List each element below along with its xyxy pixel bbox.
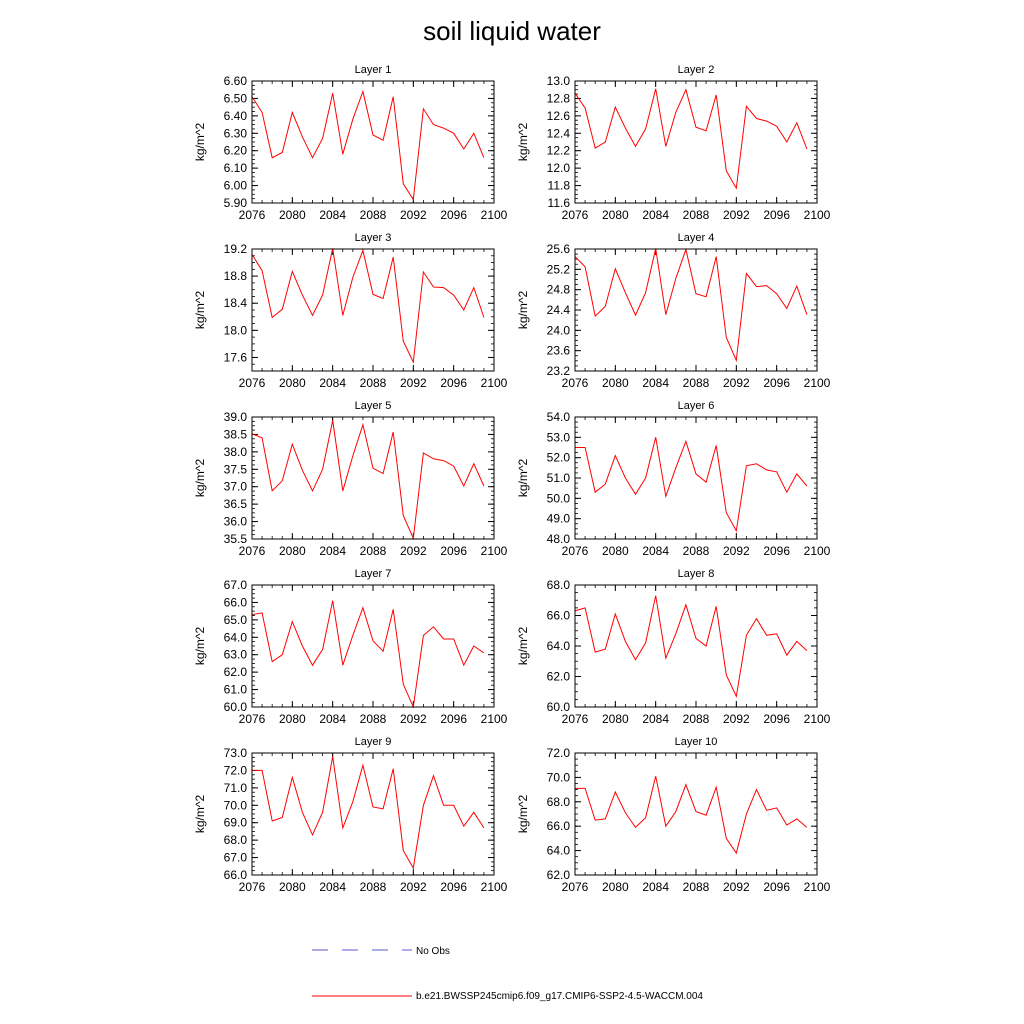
y-tick-label: 12.4 (546, 126, 570, 141)
y-tick-label: 73.0 (223, 746, 247, 760)
x-tick-label: 2096 (440, 376, 468, 390)
y-tick-label: 68.0 (546, 794, 570, 809)
panel-title: Layer 1 (354, 64, 392, 76)
x-tick-label: 2088 (682, 544, 710, 558)
series-line (575, 596, 807, 697)
x-tick-label: 2100 (803, 880, 831, 894)
x-tick-label: 2084 (642, 880, 670, 894)
x-tick-label: 2080 (278, 376, 306, 390)
x-tick-label: 2080 (278, 712, 306, 726)
y-tick-label: 68.0 (223, 833, 247, 848)
y-tick-label: 62.0 (546, 868, 570, 882)
plot-frame (252, 585, 494, 707)
x-tick-label: 2084 (319, 544, 347, 558)
x-tick-label: 2076 (238, 712, 266, 726)
y-tick-label: 51.0 (546, 471, 570, 485)
y-tick-label: 63.0 (223, 647, 247, 662)
y-tick-label: 35.5 (223, 532, 247, 546)
x-tick-label: 2092 (722, 208, 750, 222)
x-tick-label: 2080 (601, 208, 629, 222)
legend-model-label: b.e21.BWSSP245cmip6.f09_g17.CMIP6-SSP2-4.5-WACCM.004 (416, 991, 703, 1002)
y-tick-label: 36.0 (223, 514, 247, 529)
x-tick-label: 2092 (722, 712, 750, 726)
x-tick-label: 2096 (440, 208, 468, 222)
y-tick-label: 66.0 (546, 819, 570, 834)
y-tick-label: 38.0 (223, 444, 247, 459)
y-tick-label: 24.8 (546, 282, 570, 297)
x-tick-label: 2084 (642, 376, 670, 390)
y-tick-label: 19.2 (223, 242, 247, 256)
x-tick-label: 2088 (359, 880, 387, 894)
y-tick-label: 12.8 (546, 91, 570, 106)
x-tick-label: 2088 (359, 208, 387, 222)
x-tick-label: 2084 (319, 208, 347, 222)
chart-panel-6 (516, 400, 831, 558)
x-tick-label: 2096 (763, 712, 791, 726)
panel-title: Layer 7 (354, 568, 392, 580)
x-tick-label: 2100 (480, 880, 508, 894)
y-tick-label: 6.50 (223, 91, 247, 106)
x-tick-label: 2092 (399, 544, 427, 558)
x-tick-label: 2084 (642, 712, 670, 726)
panel-title: Layer 10 (674, 736, 718, 748)
y-tick-label: 50.0 (546, 491, 570, 506)
y-tick-label: 25.6 (546, 242, 570, 256)
y-tick-label: 61.0 (223, 682, 247, 697)
series-line (252, 92, 484, 200)
y-tick-label: 68.0 (546, 578, 570, 592)
y-tick-label: 62.0 (223, 665, 247, 680)
y-axis-label: kg/m^2 (516, 458, 530, 498)
x-tick-label: 2076 (561, 376, 589, 390)
y-tick-label: 18.0 (223, 323, 247, 338)
plot-frame (252, 249, 494, 371)
y-tick-label: 25.2 (546, 262, 570, 277)
y-tick-label: 66.0 (223, 868, 247, 882)
y-tick-label: 38.5 (223, 427, 247, 442)
x-tick-label: 2100 (480, 376, 508, 390)
x-tick-label: 2076 (561, 208, 589, 222)
x-tick-label: 2080 (278, 208, 306, 222)
legend-obs-label: No Obs (416, 946, 450, 957)
y-tick-label: 54.0 (546, 410, 570, 424)
y-tick-label: 17.6 (223, 350, 247, 365)
series-line (252, 757, 484, 869)
x-tick-label: 2092 (722, 880, 750, 894)
y-tick-label: 23.2 (546, 364, 570, 378)
chart-panel-7 (193, 568, 508, 726)
y-tick-label: 48.0 (546, 532, 570, 546)
y-tick-label: 71.0 (223, 780, 247, 795)
y-tick-label: 12.0 (546, 161, 570, 176)
plot-frame (252, 81, 494, 203)
y-tick-label: 64.0 (546, 639, 570, 653)
x-tick-label: 2084 (319, 880, 347, 894)
plot-frame (575, 81, 817, 203)
y-tick-label: 72.0 (223, 763, 247, 778)
x-tick-label: 2088 (359, 712, 387, 726)
chart-panel-8 (516, 568, 831, 726)
y-axis-label: kg/m^2 (516, 290, 530, 330)
y-tick-label: 12.2 (546, 143, 570, 158)
x-tick-label: 2100 (803, 208, 831, 222)
y-tick-label: 6.30 (223, 126, 247, 141)
series-line (252, 421, 484, 539)
y-tick-label: 65.0 (223, 612, 247, 627)
x-tick-label: 2088 (359, 544, 387, 558)
y-tick-label: 36.5 (223, 497, 247, 512)
x-tick-label: 2084 (319, 376, 347, 390)
x-tick-label: 2076 (561, 544, 589, 558)
x-tick-label: 2076 (238, 208, 266, 222)
series-line (575, 776, 807, 853)
chart-panel-4 (516, 232, 831, 390)
y-tick-label: 6.60 (223, 74, 247, 88)
y-tick-label: 62.0 (546, 669, 570, 684)
y-tick-label: 64.0 (223, 630, 247, 645)
x-tick-label: 2076 (238, 880, 266, 894)
y-tick-label: 53.0 (546, 430, 570, 445)
y-tick-label: 11.6 (547, 196, 570, 210)
x-tick-label: 2076 (238, 544, 266, 558)
x-tick-label: 2076 (561, 880, 589, 894)
series-line (575, 89, 807, 188)
x-tick-label: 2092 (399, 208, 427, 222)
x-tick-label: 2100 (803, 712, 831, 726)
panels-group (193, 64, 831, 894)
chart-panel-5 (193, 400, 508, 558)
x-tick-label: 2084 (319, 712, 347, 726)
y-tick-label: 5.90 (223, 196, 247, 210)
y-tick-label: 69.0 (223, 815, 247, 830)
x-tick-label: 2088 (682, 880, 710, 894)
y-tick-label: 6.00 (223, 178, 247, 193)
x-tick-label: 2084 (642, 544, 670, 558)
x-tick-label: 2088 (682, 712, 710, 726)
y-tick-label: 6.20 (223, 143, 247, 158)
x-tick-label: 2080 (601, 544, 629, 558)
panel-title: Layer 8 (677, 568, 715, 580)
panel-title: Layer 6 (677, 400, 715, 412)
panel-title: Layer 5 (354, 400, 392, 412)
x-tick-label: 2096 (440, 880, 468, 894)
x-tick-label: 2096 (763, 376, 791, 390)
x-tick-label: 2096 (440, 544, 468, 558)
x-tick-label: 2080 (601, 376, 629, 390)
panel-title: Layer 3 (354, 232, 392, 244)
y-tick-label: 60.0 (546, 700, 570, 714)
y-tick-label: 23.6 (546, 343, 570, 358)
y-axis-label: kg/m^2 (516, 122, 530, 162)
x-tick-label: 2096 (440, 712, 468, 726)
y-tick-label: 67.0 (223, 850, 247, 865)
panel-title: Layer 2 (677, 64, 715, 76)
plot-frame (575, 585, 817, 707)
y-tick-label: 6.10 (223, 161, 247, 176)
y-tick-label: 37.0 (223, 479, 247, 494)
x-tick-label: 2088 (682, 376, 710, 390)
y-tick-label: 66.0 (223, 595, 247, 610)
plot-frame (252, 417, 494, 539)
x-tick-label: 2096 (763, 208, 791, 222)
chart-panel-2 (516, 64, 831, 222)
y-tick-label: 18.8 (223, 269, 247, 284)
panel-title: Layer 4 (677, 232, 715, 244)
x-tick-label: 2096 (763, 544, 791, 558)
x-tick-label: 2080 (601, 712, 629, 726)
x-tick-label: 2084 (642, 208, 670, 222)
x-tick-label: 2100 (480, 208, 508, 222)
x-tick-label: 2092 (722, 544, 750, 558)
y-axis-label: kg/m^2 (193, 290, 207, 330)
y-tick-label: 13.0 (546, 74, 570, 88)
y-tick-label: 72.0 (546, 746, 570, 760)
x-tick-label: 2096 (763, 880, 791, 894)
x-tick-label: 2100 (803, 544, 831, 558)
y-tick-label: 70.0 (223, 798, 247, 813)
x-tick-label: 2092 (399, 376, 427, 390)
y-axis-label: kg/m^2 (193, 794, 207, 834)
x-tick-label: 2100 (803, 376, 831, 390)
y-tick-label: 12.6 (546, 108, 570, 123)
y-tick-label: 11.8 (547, 178, 570, 193)
figure-title: soil liquid water (423, 16, 601, 46)
series-line (252, 248, 484, 362)
y-tick-label: 70.0 (546, 770, 570, 785)
y-tick-label: 49.0 (546, 511, 570, 526)
x-tick-label: 2092 (399, 880, 427, 894)
y-tick-label: 52.0 (546, 450, 570, 465)
y-tick-label: 24.4 (546, 303, 570, 317)
chart-panel-3 (193, 232, 508, 390)
plot-frame (575, 417, 817, 539)
chart-panel-1 (193, 64, 508, 222)
x-tick-label: 2080 (278, 544, 306, 558)
x-tick-label: 2088 (682, 208, 710, 222)
series-line (252, 601, 484, 707)
x-tick-label: 2076 (238, 376, 266, 390)
series-line (575, 437, 807, 531)
y-tick-label: 39.0 (223, 410, 247, 424)
y-tick-label: 67.0 (223, 578, 247, 592)
legend (312, 946, 703, 1002)
x-tick-label: 2100 (480, 712, 508, 726)
x-tick-label: 2092 (399, 712, 427, 726)
x-tick-label: 2092 (722, 376, 750, 390)
x-tick-label: 2088 (359, 376, 387, 390)
y-tick-label: 60.0 (223, 700, 247, 714)
y-tick-label: 64.0 (546, 843, 570, 858)
y-tick-label: 37.5 (223, 462, 247, 477)
x-tick-label: 2076 (561, 712, 589, 726)
y-tick-label: 18.4 (223, 296, 247, 311)
y-axis-label: kg/m^2 (193, 122, 207, 162)
chart-panel-9 (193, 736, 508, 894)
y-axis-label: kg/m^2 (516, 626, 530, 666)
y-axis-label: kg/m^2 (193, 458, 207, 498)
y-tick-label: 24.0 (546, 323, 570, 338)
x-tick-label: 2080 (601, 880, 629, 894)
x-tick-label: 2080 (278, 880, 306, 894)
plot-frame (575, 249, 817, 371)
y-axis-label: kg/m^2 (516, 794, 530, 834)
series-line (575, 249, 807, 361)
panel-title: Layer 9 (354, 736, 392, 748)
y-axis-label: kg/m^2 (193, 626, 207, 666)
y-tick-label: 6.40 (223, 108, 247, 123)
x-tick-label: 2100 (480, 544, 508, 558)
chart-panel-10 (516, 736, 831, 894)
y-tick-label: 66.0 (546, 608, 570, 623)
